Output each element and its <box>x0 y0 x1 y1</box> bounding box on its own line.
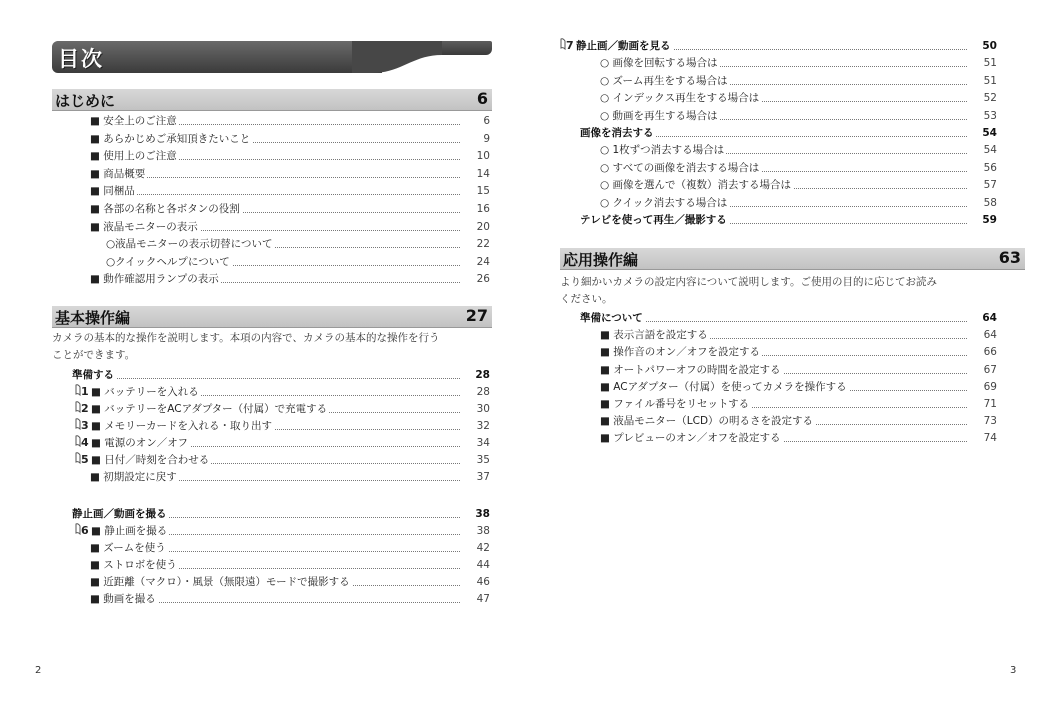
toc-entry-page: 22 <box>476 238 490 251</box>
toc-entry[interactable] <box>90 219 490 235</box>
toc-entry-label: 画像を消去する <box>580 127 654 139</box>
toc-entry-label: ■ 静止画を撮る <box>91 525 168 537</box>
toc-entry-label-wrap <box>600 90 761 106</box>
toc-entry-label-wrap <box>600 195 729 211</box>
toc-entry-label: ○ インデックス再生をする場合は <box>600 92 760 105</box>
toc-entry[interactable] <box>75 418 490 434</box>
toc-entry-label: 静止画／動画を見る <box>576 40 671 52</box>
toc-entry[interactable] <box>600 195 997 211</box>
toc-entry[interactable] <box>600 344 997 360</box>
description-line: ください。 <box>560 293 613 305</box>
toc-entry[interactable] <box>106 254 490 270</box>
svg-text:2: 2 <box>81 402 89 413</box>
toc-entry-label-wrap <box>600 160 761 176</box>
toc-entry-page: 34 <box>476 437 490 449</box>
title-swoosh-graphic <box>352 41 442 73</box>
toc-entry-page: 69 <box>983 380 997 393</box>
toc-entry[interactable] <box>90 271 490 287</box>
toc-entry-label: テレビを使って再生／撮影する <box>580 214 727 226</box>
toc-entry-page: 64 <box>983 329 997 342</box>
step-number-icon <box>75 523 89 535</box>
toc-entry-page: 42 <box>476 542 490 554</box>
toc-entry-page: 24 <box>476 255 490 268</box>
toc-entry-label: ■ 操作音のオン／オフを設定する <box>600 346 760 359</box>
toc-entry-page: 9 <box>483 132 490 145</box>
toc-entry-label-wrap <box>75 452 211 468</box>
toc-entry[interactable] <box>600 413 997 429</box>
toc-entry[interactable] <box>90 591 490 607</box>
toc-entry-label: ○ 画像を選んで（複数）消去する場合は <box>600 179 791 192</box>
toc-entry-label: ■ バッテリーを入れる <box>91 386 199 398</box>
toc-entry-page: 56 <box>983 161 997 174</box>
toc-entry-label-wrap <box>600 177 793 193</box>
toc-title-banner <box>52 41 492 75</box>
toc-entry[interactable] <box>600 177 997 193</box>
section-header-basic <box>52 306 492 328</box>
toc-entry-label: ■ 商品概要 <box>90 167 146 180</box>
toc-entry[interactable] <box>106 236 490 252</box>
toc-entry-label-wrap <box>600 327 710 343</box>
toc-entry-label-wrap <box>90 574 352 590</box>
section-title: 応用操作編 <box>563 251 639 269</box>
toc-entry[interactable] <box>600 327 997 343</box>
toc-entry-label-wrap <box>600 396 751 412</box>
toc-entry-label: ■ ACアダプター（付属）を使ってカメラを操作する <box>600 380 847 393</box>
toc-entry-label-wrap <box>90 540 168 556</box>
toc-entry-label-wrap <box>90 183 137 199</box>
toc-entry-label-wrap <box>75 384 201 400</box>
toc-entry[interactable] <box>72 506 490 522</box>
toc-entry-label: ■ バッテリーをACアダプター（付属）で充電する <box>91 403 328 415</box>
leader-dots <box>90 194 460 195</box>
toc-entry-page: 26 <box>476 273 490 286</box>
toc-entry-label: ○ 動画を再生する場合は <box>600 109 718 122</box>
toc-entry-label-wrap <box>75 435 190 451</box>
description-line: ことができます。 <box>52 349 136 361</box>
toc-entry[interactable] <box>600 108 997 124</box>
toc-entry[interactable] <box>90 469 490 485</box>
toc-entry[interactable] <box>90 131 490 147</box>
toc-entry-label: ■ 電源のオン／オフ <box>91 437 188 449</box>
toc-entry-label: ■ 液晶モニターの表示 <box>90 220 198 233</box>
toc-entry-label: ■ あらかじめご承知頂きたいこと <box>90 132 251 145</box>
toc-entry-page: 20 <box>476 220 490 233</box>
step-number-icon <box>75 418 89 430</box>
toc-entry-label-wrap <box>600 430 783 446</box>
toc-entry-label-wrap <box>600 73 729 89</box>
toc-entry-label: ■ ストロボを使う <box>90 559 177 571</box>
toc-entry-page: 53 <box>983 109 997 122</box>
right-page <box>525 0 1050 702</box>
toc-entry[interactable] <box>90 183 490 199</box>
section-header-intro <box>52 89 492 111</box>
toc-entry-label: ■ 日付／時刻を合わせる <box>91 454 210 466</box>
toc-entry[interactable] <box>600 379 997 395</box>
toc-entry-label: 静止画／動画を撮る <box>72 508 167 520</box>
svg-text:1: 1 <box>81 385 89 396</box>
toc-entry-page: 64 <box>982 312 997 324</box>
toc-entry-page: 10 <box>476 150 490 163</box>
svg-text:5: 5 <box>81 453 89 464</box>
toc-entry[interactable] <box>600 396 997 412</box>
toc-entry-label: ○液晶モニターの表示切替について <box>106 238 273 251</box>
toc-entry-page: 30 <box>476 403 490 415</box>
toc-entry-page: 71 <box>983 398 997 410</box>
toc-entry-label-wrap <box>600 413 815 429</box>
toc-entry[interactable] <box>75 523 490 539</box>
toc-entry-label: ■ 動画を撮る <box>90 593 156 605</box>
toc-entry-page: 32 <box>476 420 490 432</box>
toc-entry-label-wrap <box>75 523 169 539</box>
toc-entry-label-wrap <box>90 148 179 164</box>
toc-entry-label-wrap <box>106 254 232 270</box>
svg-text:3: 3 <box>81 419 89 430</box>
toc-entry-label: ■ プレビューのオン／オフを設定する <box>600 432 781 445</box>
toc-entry-page: 15 <box>476 185 490 198</box>
section-page: 6 <box>476 89 488 108</box>
toc-entry[interactable] <box>90 166 490 182</box>
toc-entry-page: 51 <box>983 74 997 87</box>
toc-entry[interactable] <box>72 367 490 383</box>
toc-entry-label-wrap <box>600 362 783 378</box>
toc-entry-page: 66 <box>983 346 997 359</box>
toc-entry[interactable] <box>90 201 490 217</box>
toc-entry-page: 38 <box>476 525 490 537</box>
toc-entry-page: 57 <box>983 179 997 192</box>
toc-entry[interactable] <box>600 362 997 378</box>
toc-entry-page: 52 <box>983 92 997 105</box>
toc-entry-label: ■ ファイル番号をリセットする <box>600 398 750 410</box>
toc-entry-page: 67 <box>983 363 997 376</box>
toc-entry-label: ○ ズーム再生をする場合は <box>600 74 728 87</box>
toc-entry[interactable] <box>600 142 997 158</box>
toc-entry-page: 37 <box>476 471 490 483</box>
toc-entry-label: ■ 使用上のご注意 <box>90 150 177 163</box>
toc-entry-label: ■ 液晶モニター（LCD）の明るさを設定する <box>600 415 814 428</box>
toc-entry-page: 51 <box>983 57 997 70</box>
toc-entry-page: 59 <box>982 214 997 226</box>
toc-entry-label-wrap <box>90 591 158 607</box>
toc-entry-page: 54 <box>982 127 997 139</box>
toc-entry-label-wrap <box>75 401 329 417</box>
toc-entry-label: ■ メモリーカードを入れる・取り出す <box>91 420 273 432</box>
toc-entry-label: ○ すべての画像を消去する場合は <box>600 161 760 174</box>
toc-entry[interactable] <box>600 90 997 106</box>
toc-entry[interactable] <box>600 160 997 176</box>
toc-entry-page: 47 <box>476 593 490 605</box>
toc-entry[interactable] <box>90 540 490 556</box>
toc-entry-page: 6 <box>483 115 490 127</box>
toc-entry-page: 14 <box>476 167 490 180</box>
toc-entry-page: 28 <box>475 369 490 381</box>
toc-entry[interactable] <box>90 557 490 573</box>
toc-entry-label: ■ 初期設定に戻す <box>90 471 177 483</box>
toc-entry-label-wrap <box>90 166 147 182</box>
section-title: 基本操作編 <box>55 309 131 327</box>
toc-entry-page: 35 <box>476 454 490 466</box>
section-description <box>52 330 497 364</box>
toc-entry-label-wrap <box>580 310 645 326</box>
toc-entry-page: 46 <box>476 576 490 588</box>
toc-entry[interactable] <box>600 430 997 446</box>
toc-entry-label: ■ 表示言語を設定する <box>600 329 708 342</box>
toc-entry-label: ○ クイック消去する場合は <box>600 196 728 209</box>
toc-entry-label: ■ 近距離（マクロ）・風景（無限遠）モードで撮影する <box>90 576 350 588</box>
toc-entry[interactable] <box>580 212 997 228</box>
step-number-icon <box>75 384 89 396</box>
toc-entry-page: 50 <box>982 40 997 52</box>
toc-entry-page: 38 <box>475 508 490 520</box>
toc-entry-label-wrap <box>580 212 729 228</box>
toc-entry-label-wrap <box>600 379 849 395</box>
toc-entry[interactable] <box>75 384 490 400</box>
svg-text:4: 4 <box>81 436 89 447</box>
toc-entry-label-wrap <box>580 125 656 141</box>
toc-entry[interactable] <box>580 310 997 326</box>
toc-entry-label: ■ ズームを使う <box>90 542 166 554</box>
description-line: より細かいカメラの設定内容について説明します。ご使用の目的に応じてお読み <box>560 276 937 288</box>
toc-entry-label-wrap <box>90 219 200 235</box>
toc-entry-page: 44 <box>476 559 490 571</box>
toc-entry[interactable] <box>580 125 997 141</box>
toc-entry-label-wrap <box>600 344 762 360</box>
toc-entry-label-wrap <box>560 38 673 54</box>
toc-entry-label-wrap <box>72 367 116 383</box>
svg-text:6: 6 <box>81 524 89 535</box>
toc-entry-label: ■ 安全上のご注意 <box>90 115 177 127</box>
toc-entry-label-wrap <box>72 506 169 522</box>
page-number: 3 <box>1010 665 1017 676</box>
description-line: カメラの基本的な操作を説明します。本項の内容で、カメラの基本的な操作を行う <box>52 332 440 344</box>
toc-entry[interactable] <box>90 148 490 164</box>
toc-entry-label-wrap <box>90 113 179 129</box>
toc-entry[interactable] <box>90 113 490 129</box>
toc-entry-label-wrap <box>600 55 720 71</box>
toc-entry[interactable] <box>75 401 490 417</box>
toc-entry[interactable] <box>90 574 490 590</box>
toc-entry-label: ○ 1枚ずつ消去する場合は <box>600 144 725 157</box>
step-number-icon <box>75 452 89 464</box>
toc-entry-label: ■ オートパワーオフの時間を設定する <box>600 363 781 376</box>
toc-entry[interactable] <box>600 55 997 71</box>
step-number-icon <box>560 38 574 50</box>
leader-dots <box>72 378 460 379</box>
toc-entry-label-wrap <box>90 469 179 485</box>
toc-entry-label-wrap <box>75 418 274 434</box>
toc-entry-label: ○クイックヘルプについて <box>106 255 230 268</box>
section-page: 63 <box>998 248 1021 267</box>
toc-entry[interactable] <box>600 73 997 89</box>
toc-entry-label-wrap <box>600 108 720 124</box>
toc-entry-label-wrap <box>90 557 179 573</box>
toc-entry-label-wrap <box>90 201 242 217</box>
toc-entry-label: ■ 同梱品 <box>90 185 135 198</box>
toc-entry-page: 58 <box>983 196 997 209</box>
toc-entry-label-wrap <box>90 271 221 287</box>
svg-text:7: 7 <box>566 39 574 50</box>
section-description <box>560 274 1025 308</box>
toc-entry-page: 73 <box>983 415 997 428</box>
toc-entry-label-wrap <box>90 131 252 147</box>
toc-entry-label-wrap <box>600 142 726 158</box>
toc-entry-page: 28 <box>476 386 490 398</box>
toc-entry-label: 準備する <box>72 369 114 381</box>
toc-entry-label: ■ 各部の名称と各ボタンの役割 <box>90 203 240 215</box>
toc-entry-label: 準備について <box>580 312 643 324</box>
toc-entry[interactable] <box>75 435 490 451</box>
step-number-icon <box>75 435 89 447</box>
toc-entry[interactable] <box>560 38 997 54</box>
toc-entry[interactable] <box>75 452 490 468</box>
toc-entry-page: 54 <box>983 144 997 157</box>
toc-entry-label: ○ 画像を回転する場合は <box>600 57 718 70</box>
section-title: はじめに <box>55 92 116 110</box>
toc-entry-page: 16 <box>476 203 490 215</box>
section-header-advanced <box>560 248 1025 270</box>
toc-entry-page: 74 <box>983 432 997 445</box>
toc-title: 目次 <box>58 47 104 71</box>
page-number: 2 <box>35 665 42 676</box>
toc-entry-label: ■ 動作確認用ランプの表示 <box>90 273 219 286</box>
step-number-icon <box>75 401 89 413</box>
toc-entry-label-wrap <box>106 236 274 252</box>
section-page: 27 <box>465 306 488 325</box>
